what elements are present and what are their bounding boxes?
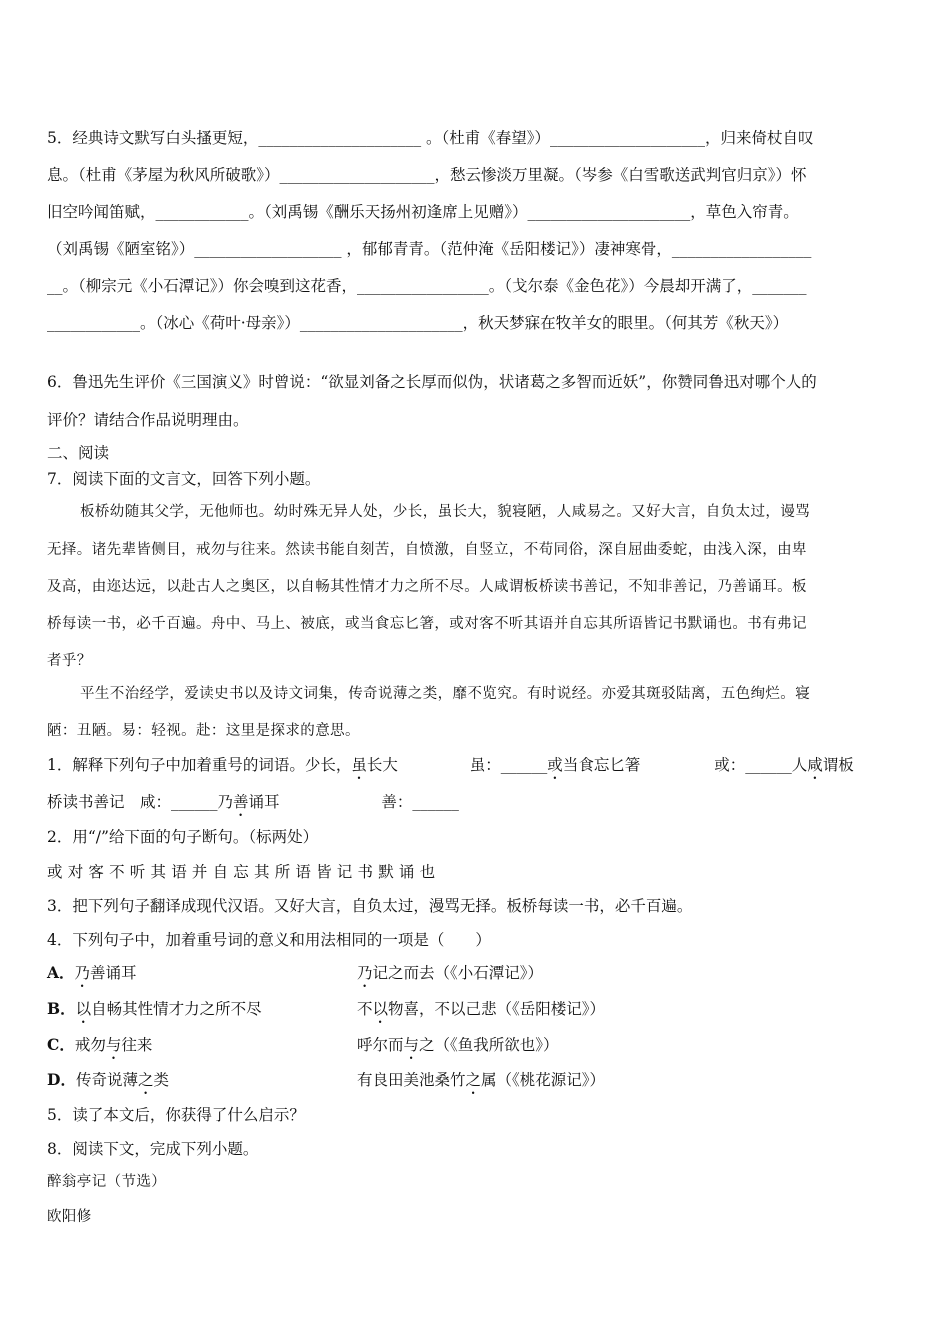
q7-sub2-sentence: 或对客不听其语并自忘其所语皆记书默诵也: [47, 863, 441, 881]
q7-sub1-text: 长大: [366, 756, 398, 774]
option-text: 戒勿: [74, 1036, 106, 1054]
q5-line-4: （刘禹锡《陋室铭》）___________________ ，郁郁青青。（范仲淹《岳阳楼记》）凄神寒骨，__________________: [47, 240, 812, 258]
option-compare-text: 记之而去（《小石潭记》）: [372, 964, 544, 982]
q7-sub3: 3．把下列句子翻译成现代汉语。又好大言，自负太过，漫骂无择。板桥每读一书，必千百遍。: [47, 897, 693, 915]
q5-line-3: 旧空吟闻笛赋，____________。（刘禹锡《酬乐天扬州初逢席上见赠》）_____________________，草色入帘青。: [47, 203, 799, 221]
q5-line-1: 5．经典诗文默写白头搔更短，_____________________ 。（杜甫《春望》）____________________，归来倚杖自叹: [47, 129, 814, 147]
essay-title: 醉翁亭记（节选）: [47, 1174, 167, 1190]
emphasized-word: 或: [547, 756, 563, 774]
option-compare-text: 物喜，不以己悲（《岳阳楼记》）: [388, 1000, 606, 1018]
q7-annotation: 陋：丑陋。易：轻视。赴：这里是探求的意思。: [47, 723, 360, 739]
option-label: D．: [47, 1070, 76, 1089]
q7-passage-line: 桥每读一书，必千百遍。舟中、马上、被底，或当食忘匕箸，或对客不听其语并自忘其所语皆记书默诵也。书有弗记: [47, 616, 807, 632]
q7-sub4: 4．下列句子中，加着重号词的意义和用法相同的一项是（ ）: [47, 931, 491, 949]
option-compare-text: 之（《鱼我所欲也》）: [419, 1036, 559, 1054]
option-text: 传奇说薄: [75, 1071, 138, 1089]
option-label: A．: [47, 963, 75, 982]
emphasized-word: 之: [465, 1071, 482, 1089]
option-c[interactable]: [47, 1035, 903, 1063]
q7-sub1-text: 虽：______: [469, 756, 548, 774]
section-heading: 二、阅读: [47, 444, 110, 462]
option-label: C．: [47, 1035, 75, 1054]
q8-title: 8．阅读下文，完成下列小题。: [47, 1140, 259, 1158]
option-compare-text: 有良田美池桑竹: [357, 1071, 466, 1089]
option-a[interactable]: [47, 963, 903, 991]
q7-passage-line: 者乎？: [47, 653, 92, 669]
q5-line-5: __。（柳宗元《小石潭记》）你会嗅到这花香，_________________。（戈尔泰《金色花》）今晨却开满了，_______: [47, 277, 807, 295]
emphasized-word: 虽: [351, 756, 367, 774]
option-b[interactable]: [47, 999, 903, 1027]
option-compare-text: 属（《桃花源记》）: [481, 1071, 606, 1089]
q7-sub5: 5．读了本文后，你获得了什么启示？: [47, 1106, 305, 1124]
option-text: 类: [153, 1071, 169, 1089]
q7-title: 7．阅读下面的文言文，回答下列小题。: [47, 470, 321, 488]
emphasized-word: 乃: [74, 964, 91, 982]
option-compare-text: 不: [357, 1000, 373, 1018]
q6-line-2: 评价？请结合作品说明理由。: [47, 411, 249, 429]
emphasized-word: 与: [403, 1036, 420, 1054]
q7-sub2: 2．用“/”给下面的句子断句。（标两处）: [47, 828, 319, 846]
option-label: B．: [47, 999, 76, 1018]
emphasized-word: 咸: [807, 756, 823, 774]
emphasized-word: 与: [105, 1036, 122, 1054]
emphasized-word: 以: [75, 1000, 92, 1018]
emphasized-word: 之: [137, 1071, 154, 1089]
emphasized-word: 乃: [357, 964, 373, 982]
q7-sub1-line-2: [47, 792, 903, 820]
q5-line-6: ____________。（冰心《荷叶·母亲》）_____________________，秋天梦寐在牧羊女的眼里。（何其芳《秋天》）: [47, 314, 789, 332]
q7-passage-line: 及高，由迩达远，以赴古人之奥区，以自畅其性情才力之所不尽。人咸谓板桥读书善记，不知非善记，乃善诵耳。板: [47, 579, 807, 595]
option-d[interactable]: [47, 1070, 903, 1098]
q7-sub1-text: 诵耳: [248, 793, 280, 811]
emphasized-word: 善: [233, 793, 249, 811]
option-text: 往来: [121, 1036, 153, 1054]
q5-line-2: 息。（杜甫《茅屋为秋风所破歌》）____________________，愁云惨淡万里凝。（岑参《白雪歌送武判官归京》）怀: [47, 166, 807, 184]
q7-passage-line: 平生不治经学，爱读史书以及诗文词集，传奇说薄之类，靡不览究。有时说经。亦爱其斑驳陆离，五色绚烂。寝: [80, 686, 811, 702]
q7-sub1-line-1: [47, 755, 903, 783]
emphasized-word: 以: [372, 1000, 389, 1018]
q7-passage-line: 无择。诸先辈皆侧目，戒勿与往来。然读书能自刻苦，自愤激，自竖立，不苟同俗，深自屈曲委蛇，由浅入深，由卑: [47, 542, 807, 558]
option-text: 自畅其性情才力之所不尽: [91, 1000, 262, 1018]
q6-line-1: 6．鲁迅先生评价《三国演义》时曾说：“欲显刘备之长厚而似伪，状诸葛之多智而近妖”，你赞同鲁迅对哪个人的: [47, 373, 817, 391]
q7-sub1-text: 或：______人: [714, 756, 808, 774]
essay-author: 欧阳修: [47, 1209, 92, 1225]
option-text: 善诵耳: [90, 964, 137, 982]
option-compare-text: 呼尔而: [357, 1036, 404, 1054]
q7-sub1-text: 1．解释下列句子中加着重号的词语。少长，: [47, 756, 352, 774]
q7-sub1-text: 桥读书善记 咸：______乃: [47, 793, 234, 811]
q7-sub1-text: 当食忘匕箸: [562, 756, 641, 774]
q7-sub1-text: 谓板: [822, 756, 854, 774]
q7-sub1-text: 善：______: [381, 793, 459, 811]
q7-passage-line: 板桥幼随其父学，无他师也。幼时殊无异人处，少长，虽长大，貌寝陋，人咸易之。又好大言，自负太过，谩骂: [80, 504, 811, 520]
